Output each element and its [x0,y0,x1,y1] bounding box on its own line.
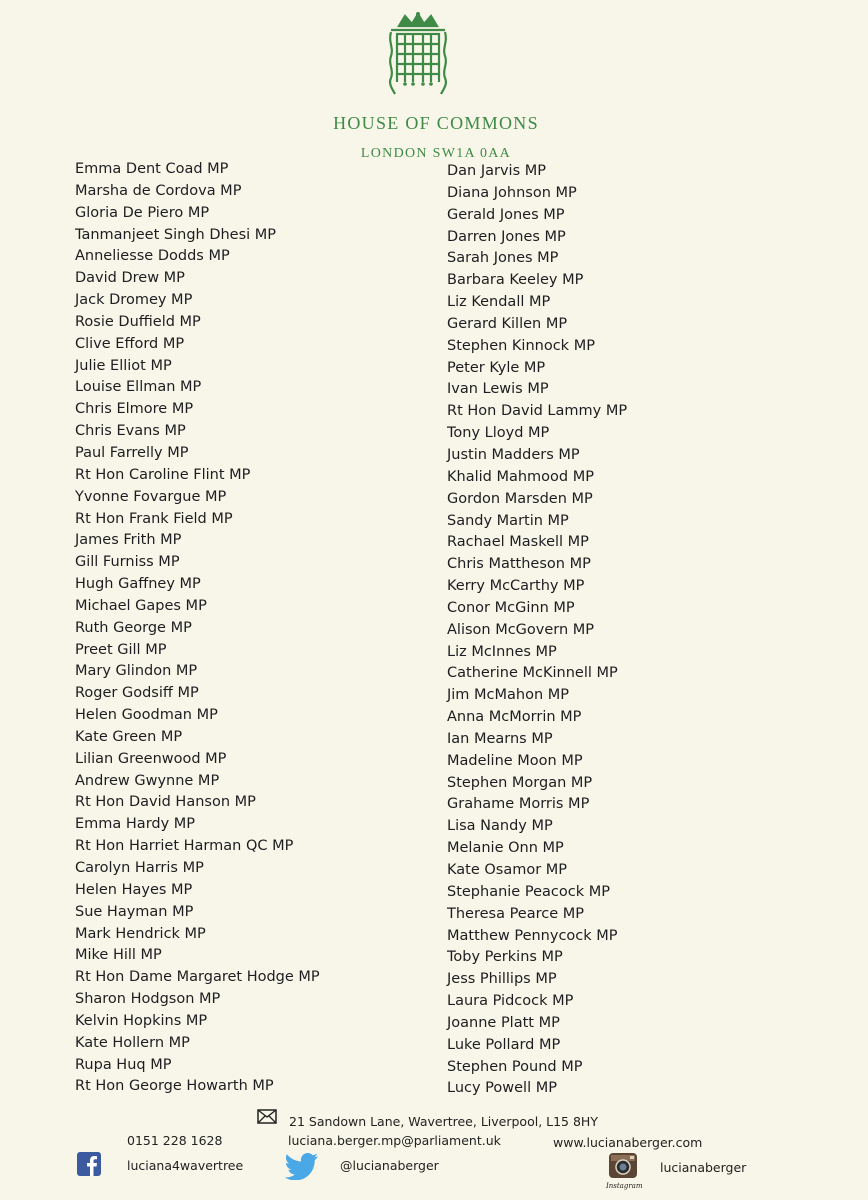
signatory-name: Clive Efford MP [75,335,185,352]
signatory-name: Chris Elmore MP [75,401,194,418]
signatory-name: Carolyn Harris MP [75,860,204,876]
signatory-name: Rt Hon David Lammy MP [447,403,628,420]
postal-address: 21 Sandown Lane, Wavertree, Liverpool, L15 8HY [289,1114,598,1129]
signatory-name: Stephen Kinnock MP [447,337,595,354]
signatory-name: Rt Hon David Hanson MP [75,794,256,811]
twitter-handle[interactable]: @lucianaberger [340,1158,439,1173]
website-link[interactable]: www.lucianaberger.com [553,1135,703,1150]
signatory-name: Roger Godsiff MP [75,685,199,702]
signatory-name: Jim McMahon MP [447,687,570,704]
signatory-name: Preet Gill MP [75,641,167,658]
signatory-name: Lisa Nandy MP [447,818,553,835]
signatory-name: Theresa Pearce MP [447,905,585,922]
signatory-name: Mary Glindon MP [75,663,198,680]
signatory-name: Liz McInnes MP [447,643,557,660]
signatory-name: Rachael Maskell MP [447,534,589,551]
signatory-name: Helen Goodman MP [75,707,218,724]
facebook-icon[interactable] [77,1152,101,1176]
signatory-name: Darren Jones MP [447,228,566,245]
signatory-name: Tanmanjeet Singh Dhesi MP [75,226,277,243]
contact-footer [0,1100,868,1200]
signatory-name: Sharon Hodgson MP [75,991,221,1008]
signatory-name: Stephen Pound MP [447,1058,583,1075]
signatory-name: Sarah Jones MP [447,250,559,267]
institution-title: HOUSE OF COMMONS [333,113,539,133]
signatory-name: Kate Osamor MP [447,862,568,878]
signatory-name: Helen Hayes MP [75,881,193,898]
signatory-name: Kate Green MP [75,728,183,745]
institution-address: LONDON SW1A 0AA [360,146,512,161]
signatory-name: Jack Dromey MP [75,292,193,309]
envelope-icon [257,1109,277,1124]
signatory-name: Rt Hon Caroline Flint MP [75,466,251,483]
signatory-name: Rt Hon Dame Margaret Hodge MP [75,969,320,986]
signatory-list-right [447,161,627,1100]
signatory-name: Rt Hon George Howarth MP [75,1078,274,1095]
signatory-name: Michael Gapes MP [75,597,207,614]
signatory-name: Joanne Platt MP [447,1014,560,1031]
phone-number: 0151 228 1628 [127,1133,223,1148]
instagram-handle[interactable]: lucianaberger [660,1160,747,1175]
signatory-name: Sue Hayman MP [75,903,194,920]
signatory-name: Lucy Powell MP [447,1080,557,1097]
signatory-name: Liz Kendall MP [447,294,551,311]
signatory-name: Toby Perkins MP [447,949,563,966]
signatory-name: David Drew MP [75,270,185,287]
signatory-name: Mark Hendrick MP [75,925,206,942]
signatory-name: Yvonne Fovargue MP [75,488,227,505]
signatory-name: Chris Mattheson MP [447,556,591,573]
signatory-name: Kelvin Hopkins MP [75,1012,208,1029]
signatory-name: Barbara Keeley MP [447,272,584,289]
signatory-name: Laura Pidcock MP [447,993,574,1010]
signatory-name: Conor McGinn MP [447,599,575,616]
signatory-name: Ruth George MP [75,619,192,636]
signatory-name: Kate Hollern MP [75,1034,190,1051]
signatory-name: Lilian Greenwood MP [75,750,227,767]
signatory-name: Grahame Morris MP [447,796,590,813]
signatory-name: Kerry McCarthy MP [447,578,585,595]
signatory-name: Rt Hon Frank Field MP [75,510,233,527]
signatory-name: Diana Johnson MP [447,184,577,201]
signatory-name: Matthew Pennycock MP [447,927,618,944]
signatory-name: Rupa Huq MP [75,1056,172,1073]
signatory-name: Mike Hill MP [75,947,162,964]
signatory-name: Hugh Gaffney MP [75,576,201,593]
signatory-name: Jess Phillips MP [447,971,557,988]
signatory-name: Anna McMorrin MP [447,709,582,726]
letterhead [0,0,868,165]
signatory-name: Marsha de Cordova MP [75,182,242,199]
signatory-name: Justin Madders MP [447,446,580,463]
signatory-name: Stephen Morgan MP [447,774,593,791]
signatory-name: Louise Ellman MP [75,379,202,396]
signatory-name: Paul Farrelly MP [75,444,189,461]
signatory-name: Ivan Lewis MP [447,381,549,398]
signatory-name: Melanie Onn MP [447,840,564,857]
signatory-name: Peter Kyle MP [447,359,546,376]
facebook-handle[interactable]: luciana4wavertree [127,1158,244,1173]
signatory-name: Ian Mearns MP [447,730,553,747]
instagram-logo-text: Instagram [606,1182,643,1190]
signatory-name: Sandy Martin MP [447,512,569,529]
signatory-name: Gerard Killen MP [447,315,568,332]
signatory-name: Dan Jarvis MP [447,163,547,179]
signatory-name: James Frith MP [75,532,182,549]
signatory-name: Khalid Mahmood MP [447,468,594,485]
signatory-list-left [75,159,320,1098]
signatory-name: Julie Elliot MP [75,357,172,374]
signatory-name: Anneliesse Dodds MP [75,248,230,265]
signatory-name: Stephanie Peacock MP [447,883,610,900]
twitter-bird-icon[interactable] [285,1153,319,1180]
signatory-name: Chris Evans MP [75,423,186,440]
signatory-name: Madeline Moon MP [447,752,583,769]
signatory-name: Gill Furniss MP [75,554,180,571]
signatory-name: Luke Pollard MP [447,1036,561,1053]
signatory-name: Gerald Jones MP [447,206,565,223]
signatory-name: Rt Hon Harriet Harman QC MP [75,838,294,855]
portcullis-crest [385,12,451,96]
signatory-name: Tony Lloyd MP [447,425,550,442]
signatory-name: Emma Hardy MP [75,816,196,833]
signatory-name: Catherine McKinnell MP [447,665,618,682]
signatory-name: Gordon Marsden MP [447,490,593,507]
signatory-name: Alison McGovern MP [447,621,595,638]
signatory-name: Rosie Duffield MP [75,313,201,330]
instagram-camera-icon[interactable] [608,1152,638,1179]
signatory-name: Andrew Gwynne MP [75,772,220,789]
signatory-name: Gloria De Piero MP [75,204,210,221]
email-address[interactable]: luciana.berger.mp@parliament.uk [288,1133,501,1148]
signatory-name: Emma Dent Coad MP [75,161,229,177]
